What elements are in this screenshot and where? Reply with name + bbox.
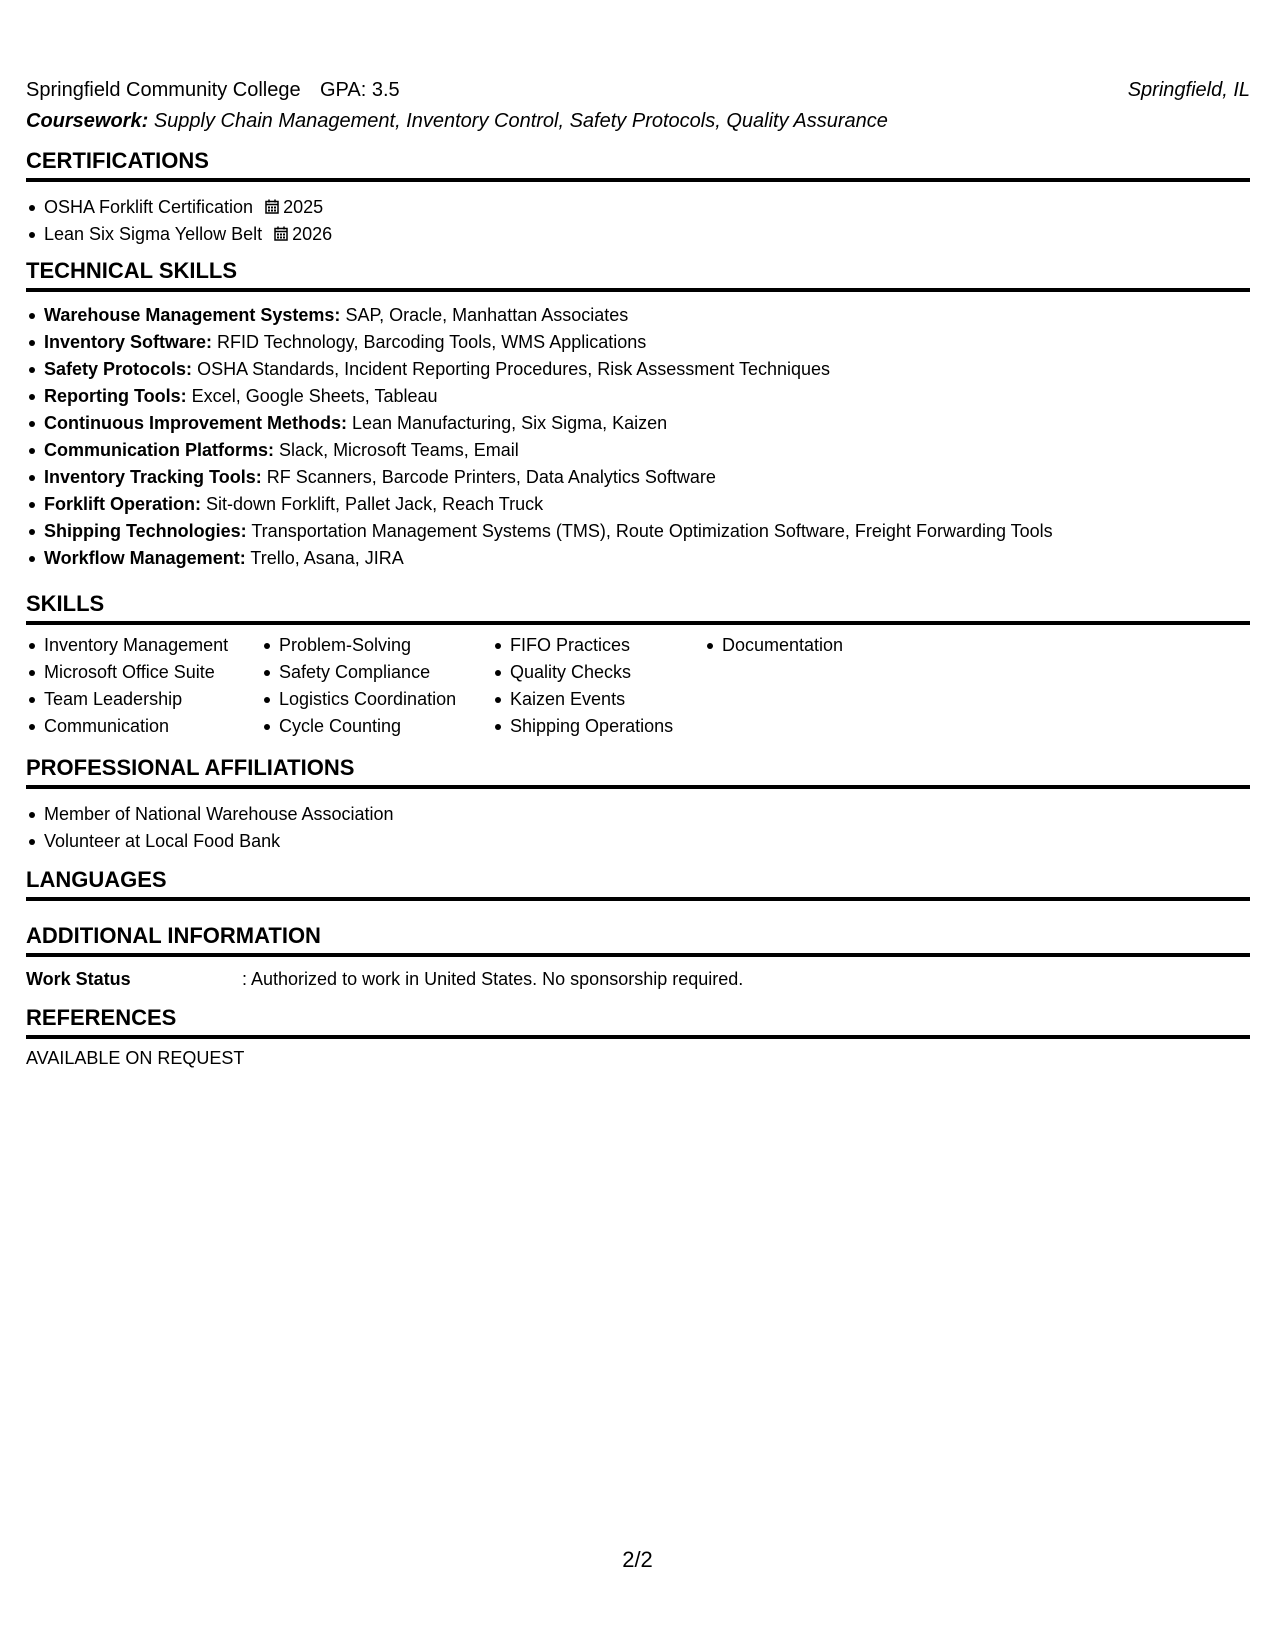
section-title-technical-skills: TECHNICAL SKILLS xyxy=(26,258,1250,292)
skill-category: Continuous Improvement Methods: xyxy=(44,413,347,433)
certification-year: 2026 xyxy=(292,224,333,244)
skill-category: Forklift Operation: xyxy=(44,494,201,514)
list-item: Member of National Warehouse Association xyxy=(44,801,394,828)
list-item: Cycle Counting xyxy=(279,713,456,740)
list-item: Quality Checks xyxy=(510,659,673,686)
skills-column xyxy=(26,632,228,740)
list-item xyxy=(44,221,332,248)
skill-category: Workflow Management: xyxy=(44,548,246,568)
references-text: AVAILABLE ON REQUEST xyxy=(26,1048,245,1068)
skill-values: Slack, Microsoft Teams, Email xyxy=(279,440,519,460)
section-title-certifications: CERTIFICATIONS xyxy=(26,148,1250,182)
skill-values: Trello, Asana, JIRA xyxy=(250,548,404,568)
skill-values: Transportation Management Systems (TMS), Route Optimization Software, Freight Forwarding Tools xyxy=(251,521,1053,541)
list-item xyxy=(44,383,1053,410)
list-item xyxy=(44,329,1053,356)
list-item xyxy=(44,194,332,221)
coursework-line xyxy=(26,110,888,133)
section-title-skills: SKILLS xyxy=(26,591,1250,625)
work-status-label: Work Status xyxy=(26,969,131,989)
calendar-icon xyxy=(274,226,288,241)
list-item: Documentation xyxy=(722,632,843,659)
skill-values: Sit-down Forklift, Pallet Jack, Reach Truck xyxy=(206,494,544,514)
section-title-affiliations: PROFESSIONAL AFFILIATIONS xyxy=(26,755,1250,789)
skill-values: RFID Technology, Barcoding Tools, WMS Applications xyxy=(217,332,647,352)
skill-category: Shipping Technologies: xyxy=(44,521,247,541)
education-line xyxy=(26,79,1250,105)
list-item: Volunteer at Local Food Bank xyxy=(44,828,394,855)
skill-category: Inventory Software: xyxy=(44,332,213,352)
list-item: Team Leadership xyxy=(44,686,228,713)
coursework-text: Supply Chain Management, Inventory Control, Safety Protocols, Quality Assurance xyxy=(153,110,888,132)
school-name: Springfield Community College xyxy=(26,79,301,101)
list-item xyxy=(44,437,1053,464)
affiliations-list xyxy=(26,801,394,855)
skill-values: Lean Manufacturing, Six Sigma, Kaizen xyxy=(352,413,668,433)
skill-values: Excel, Google Sheets, Tableau xyxy=(191,386,438,406)
skill-values: RF Scanners, Barcode Printers, Data Analytics Software xyxy=(266,467,716,487)
skill-category: Warehouse Management Systems: xyxy=(44,305,341,325)
school-location: Springfield, IL xyxy=(1127,79,1250,101)
list-item: Logistics Coordination xyxy=(279,686,456,713)
list-item: Problem-Solving xyxy=(279,632,456,659)
list-item: Safety Compliance xyxy=(279,659,456,686)
list-item xyxy=(44,464,1053,491)
skills-column xyxy=(492,632,673,740)
list-item: Shipping Operations xyxy=(510,713,673,740)
list-item: Inventory Management xyxy=(44,632,228,659)
list-item xyxy=(44,410,1053,437)
list-item: Kaizen Events xyxy=(510,686,673,713)
list-item xyxy=(44,302,1053,329)
skill-category: Communication Platforms: xyxy=(44,440,275,460)
certification-name: Lean Six Sigma Yellow Belt xyxy=(44,224,263,244)
skill-values: SAP, Oracle, Manhattan Associates xyxy=(345,305,629,325)
list-item xyxy=(44,356,1053,383)
list-item xyxy=(44,518,1053,545)
certification-year: 2025 xyxy=(283,197,324,217)
section-title-additional-information: ADDITIONAL INFORMATION xyxy=(26,923,1250,957)
list-item xyxy=(44,545,1053,572)
section-title-references: REFERENCES xyxy=(26,1005,1250,1039)
calendar-icon xyxy=(265,199,279,214)
skills-column xyxy=(704,632,843,659)
list-item xyxy=(44,491,1053,518)
skill-category: Inventory Tracking Tools: xyxy=(44,467,262,487)
skills-column xyxy=(261,632,456,740)
work-status-value: : Authorized to work in United States. No sponsorship required. xyxy=(242,969,744,989)
list-item: FIFO Practices xyxy=(510,632,673,659)
section-title-languages: LANGUAGES xyxy=(26,867,1250,901)
coursework-label: Coursework: xyxy=(26,110,149,132)
certification-name: OSHA Forklift Certification xyxy=(44,197,254,217)
skill-values: OSHA Standards, Incident Reporting Procedures, Risk Assessment Techniques xyxy=(197,359,831,379)
gpa: GPA: 3.5 xyxy=(320,79,400,101)
list-item: Microsoft Office Suite xyxy=(44,659,228,686)
technical-skills-list xyxy=(26,302,1053,572)
page-number: 2/2 xyxy=(622,1547,653,1572)
skill-category: Safety Protocols: xyxy=(44,359,193,379)
certifications-list xyxy=(26,194,332,248)
list-item: Communication xyxy=(44,713,228,740)
skill-category: Reporting Tools: xyxy=(44,386,187,406)
